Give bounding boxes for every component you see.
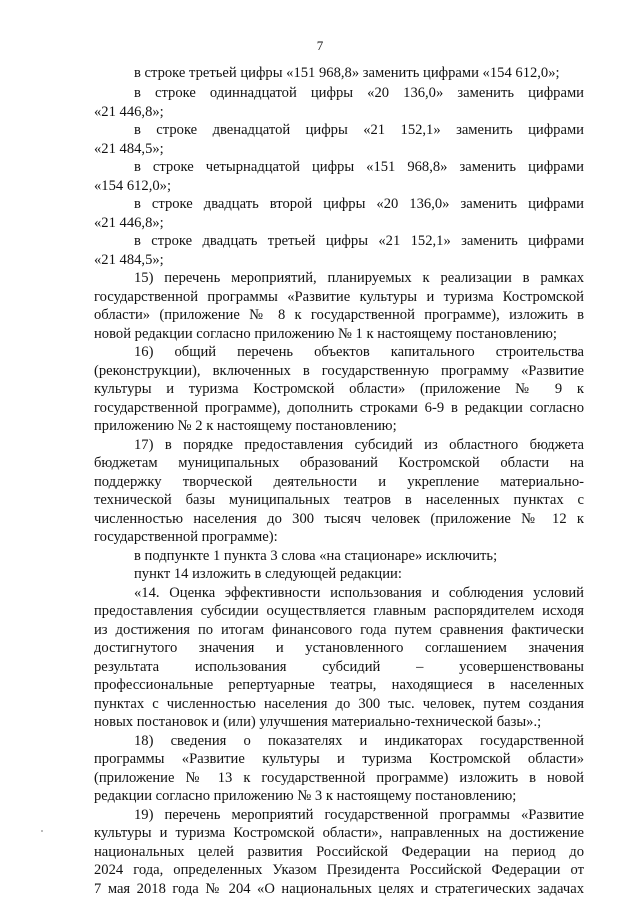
- text-line: области» (приложение № 8 к государственной программе), изложить в: [94, 307, 584, 323]
- text-line: «14. Оценка эффективности использования и соблюдения условий: [134, 585, 584, 601]
- text-line: (приложение № 13 к государственной программе) изложить в новой: [94, 770, 584, 786]
- text-line: «154 612,0»;: [94, 178, 172, 194]
- text-line: 7 мая 2018 года № 204 «О национальных целях и стратегических задачах: [94, 881, 584, 897]
- text-line: профессиональные репертуарные театры, находящиеся в населенных: [94, 677, 584, 693]
- page-number: 7: [316, 38, 324, 53]
- text-line: «21 484,5»;: [94, 141, 164, 157]
- text-line: в строке двенадцатой цифры «21 152,1» заменить цифрами: [134, 122, 584, 138]
- text-line: 16) общий перечень объектов капитального строительства: [134, 344, 584, 360]
- text-line: в строке третьей цифры «151 968,8» заменить цифрами «154 612,0»;: [134, 65, 560, 81]
- text-line: государственной программы «Развитие культуры и туризма Костромской: [94, 289, 584, 305]
- text-line: культуры и туризма Костромской области» (приложение № 9 к: [94, 381, 584, 397]
- text-line: (реконструкции), включенных в государственную программу «Развитие: [94, 363, 584, 379]
- text-line: из достижения по итогам финансового года путем сравнения фактически: [94, 622, 584, 638]
- margin-dot: [41, 830, 43, 832]
- text-line: государственной программе), дополнить строками 6-9 в редакции согласно: [94, 400, 584, 416]
- text-line: редакции согласно приложению № 3 к настоящему постановлению;: [94, 788, 517, 804]
- text-line: 19) перечень мероприятий государственной программы «Развитие: [134, 807, 584, 823]
- text-line: в строке четырнадцатой цифры «151 968,8» заменить цифрами: [134, 159, 584, 175]
- text-line: национальных целей развития Российской Федерации на период до: [94, 844, 584, 860]
- text-line: поддержку творческой деятельности и укрепление материально-: [94, 474, 584, 490]
- text-line: «21 484,5»;: [94, 252, 164, 268]
- text-line: 18) сведения о показателях и индикаторах государственной: [134, 733, 584, 749]
- text-line: пункт 14 изложить в следующей редакции:: [134, 566, 402, 582]
- text-line: численностью населения до 300 тысяч человек (приложение № 12 к: [94, 511, 584, 527]
- text-line: 15) перечень мероприятий, планируемых к реализации в рамках: [134, 270, 584, 286]
- text-line: новой редакции согласно приложению № 1 к настоящему постановлению;: [94, 326, 557, 342]
- text-line: в строке двадцать второй цифры «20 136,0» заменить цифрами: [134, 196, 584, 212]
- text-line: государственной программе):: [94, 529, 278, 545]
- text-line: новых постановок и (или) улучшения материально-технической базы».;: [94, 714, 542, 730]
- text-line: «21 446,8»;: [94, 104, 164, 120]
- text-line: программы «Развитие культуры и туризма Костромской области»: [94, 751, 584, 767]
- text-line: достигнутого значения и установленного соглашением значения: [94, 640, 584, 656]
- text-line: 17) в порядке предоставления субсидий из областного бюджета: [134, 437, 584, 453]
- text-line: в подпункте 1 пункта 3 слова «на стационаре» исключить;: [134, 548, 498, 564]
- text-line: пунктах с численностью населения до 300 тыс. человек, путем создания: [94, 696, 584, 712]
- text-line: в строке двадцать третьей цифры «21 152,1» заменить цифрами: [134, 233, 584, 249]
- text-line: бюджетам муниципальных образований Костромской области на: [94, 455, 584, 471]
- text-line: предоставления субсидии осуществляется главным распорядителем исходя: [94, 603, 584, 619]
- text-line: в строке одиннадцатой цифры «20 136,0» заменить цифрами: [134, 85, 584, 101]
- text-line: культуры и туризма Костромской области», направленных на достижение: [94, 825, 584, 841]
- text-line: технической базы муниципальных театров в населенных пунктах с: [94, 492, 584, 508]
- text-line: 2024 года, определенных Указом Президента Российской Федерации от: [94, 862, 584, 878]
- text-line: приложению № 2 к настоящему постановлению;: [94, 418, 397, 434]
- text-line: «21 446,8»;: [94, 215, 164, 231]
- text-line: результата использования субсидий – усовершенствованы: [94, 659, 584, 675]
